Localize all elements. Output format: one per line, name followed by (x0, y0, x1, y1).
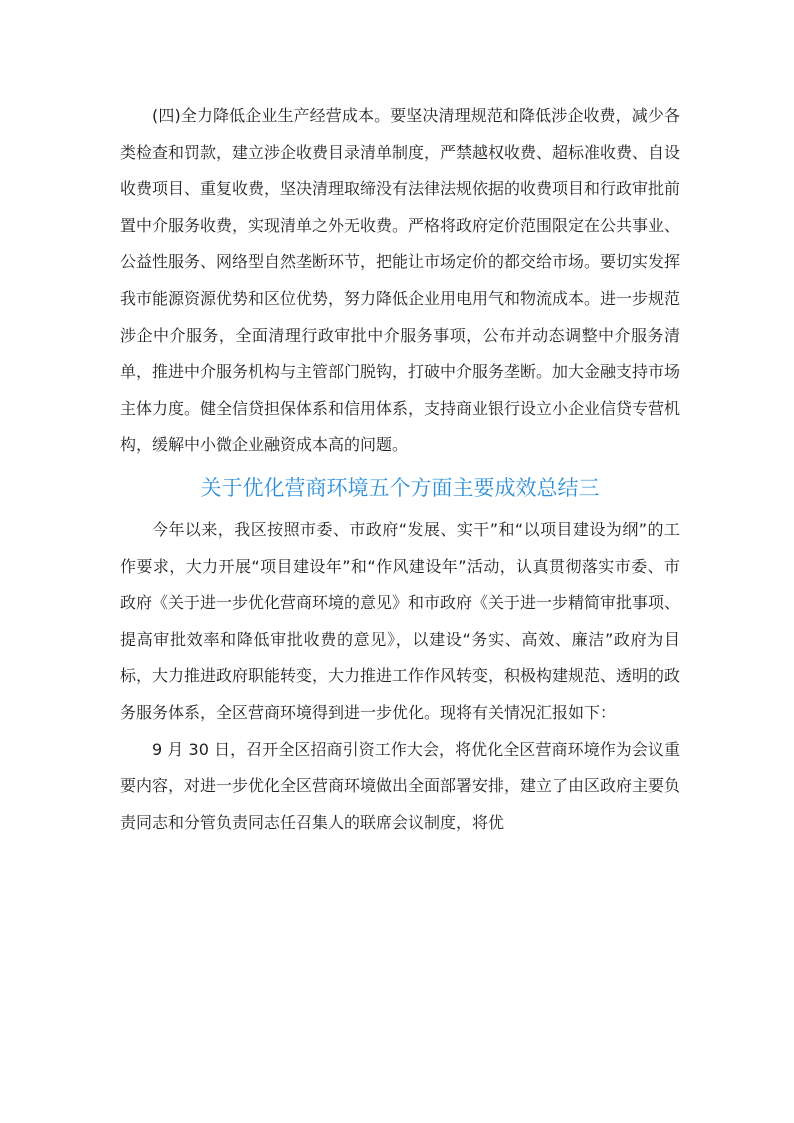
document-body (120, 98, 680, 841)
paragraph-intro: 今年以来，我区按照市委、市政府“发展、实干”和“以项目建设为纲”的工作要求，大力开展“项目建设年”和“作风建设年”活动，认真贯彻落实市委、市政府《关于进一步优化营商环境的意见》和市政府《关于进一步精简审批事项、提高审批效率和降低审批收费的意见》，以建设“务实、高效、廉洁”政府为目标，大力推进政府职能转变，大力推进工作作风转变，积极构建规范、透明的政务服务体系，全区营商环境得到进一步优化。现将有关情况汇报如下： (120, 519, 681, 722)
section-title: 关于优化营商环境五个方面主要成效总结三 (200, 475, 600, 500)
paragraph-cost-reduction: (四)全力降低企业生产经营成本。要坚决清理规范和降低涉企收费，减少各类检查和罚款，建立涉企收费目录清单制度，严禁越权收费、超标准收费、自设收费项目、重复收费，坚决清理取缔没有法律法规依据的收费项目和行政审批前置中介服务收费，实现清单之外无收费。严格将政府定价范围限定在公共事业、公益性服务、网络型自然垄断环节，把能让市场定价的都交给市场。要切实发挥我市能源资源优势和区位优势，努力降低企业用电用气和物流成本。进一步规范涉企中介服务，全面清理行政审批中介服务事项，公布并动态调整中介服务清单，推进中介服务机构与主管部门脱钩，打破中介服务垄断。加大金融支持市场主体力度。健全信贷担保体系和信用体系，支持商业银行设立小企业信贷专营机构，缓解中小微企业融资成本高的问题。 (120, 106, 681, 455)
paragraph-conference: 9 月 30 日，召开全区招商引资工作大会，将优化全区营商环境作为会议重要内容，对进一步优化全区营商环境做出全面部署安排，建立了由区政府主要负责同志和分管负责同志任召集人的联席会议制度，将优 (120, 739, 681, 832)
